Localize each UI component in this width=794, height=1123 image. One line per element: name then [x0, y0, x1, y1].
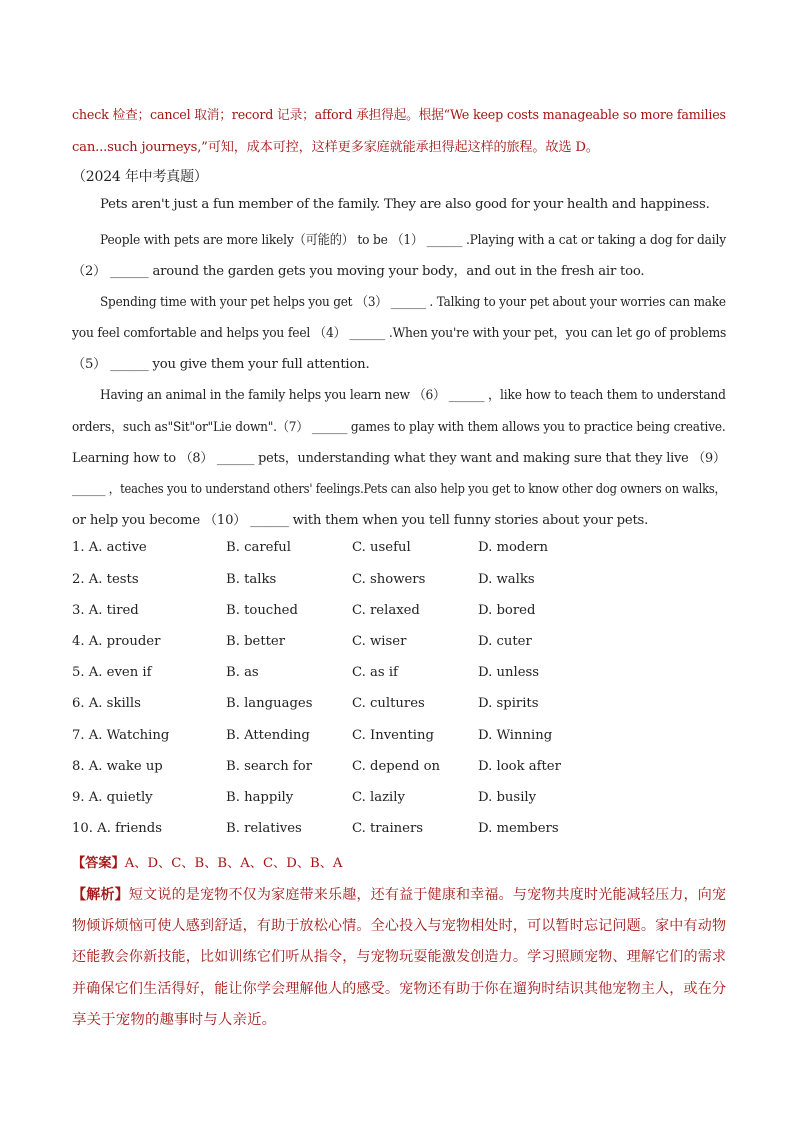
option-2-b: B. talks: [226, 572, 277, 587]
option-7-a: 7. A. Watching: [72, 728, 170, 743]
option-4-b: B. better: [226, 634, 286, 649]
option-9-a: 9. A. quietly: [72, 790, 153, 805]
option-2-d: D. walks: [478, 572, 535, 587]
option-4-a: 4. A. prouder: [72, 634, 161, 649]
option-1-b: B. careful: [226, 540, 292, 555]
source-tag: （2024 年中考真题）: [72, 169, 208, 185]
passage-line: People with pets are more likely（可能的） to be （1） ______ .Playing with a cat or taking a dog for daily: [100, 233, 726, 248]
passage-line: Learning how to （8） ______ pets，understanding what they want and making sure that they live （9）: [72, 451, 726, 466]
option-9-d: D. busily: [478, 790, 537, 805]
option-7-c: C. Inventing: [352, 728, 434, 743]
option-6-b: B. languages: [226, 696, 313, 711]
analysis-line: 物倾诉烦恼可使人感到舒适，有助于放松心情。全心投入与宠物相处时，可以暂时忘记问题。家中有动物: [72, 918, 727, 934]
answer-label: 【答案】: [72, 856, 125, 871]
option-8-a: 8. A. wake up: [72, 759, 163, 774]
option-8-c: C. depend on: [352, 759, 441, 774]
passage-line: Having an animal in the family helps you learn new （6） ______ ，like how to teach them to understand: [100, 388, 726, 403]
passage-line: （5） ______ you give them your full attention.: [72, 357, 370, 372]
analysis-line: 还能教会你新技能，比如训练它们听从指令，与宠物玩耍能激发创造力。学习照顾宠物、理解它们的需求: [72, 949, 727, 965]
option-3-c: C. relaxed: [352, 603, 420, 618]
passage-line: （2） ______ around the garden gets you moving your body，and out in the fresh air too.: [72, 264, 645, 279]
passage-line: or help you become （10） ______ with them when you tell funny stories about your pets.: [72, 513, 649, 528]
option-1-a: 1. A. active: [72, 540, 147, 555]
option-5-a: 5. A. even if: [72, 665, 152, 680]
option-4-c: C. wiser: [352, 634, 407, 649]
option-3-a: 3. A. tired: [72, 603, 139, 618]
explanation-top-line: check 检查；cancel 取消；record 记录；afford 承担得起。根据“We keep costs manageable so more families: [72, 108, 726, 123]
option-6-d: D. spirits: [478, 696, 539, 711]
option-1-d: D. modern: [478, 540, 548, 555]
option-5-c: C. as if: [352, 665, 398, 680]
passage-line: Spending time with your pet helps you get （3） ______ . Talking to your pet about your worries can make: [100, 295, 726, 310]
analysis-label: 【解析】: [72, 886, 129, 903]
analysis-line: 并确保它们生活得好，能让你学会理解他人的感受。宠物还有助于你在遛狗时结识其他宠物主人，或在分: [72, 981, 727, 997]
option-1-c: C. useful: [352, 540, 411, 555]
option-2-a: 2. A. tests: [72, 572, 139, 587]
explanation-top-line: can...such journeys,”可知，成本可控，这样更多家庭就能承担得起这样的旅程。故选 D。: [72, 140, 599, 155]
option-7-d: D. Winning: [478, 728, 553, 743]
option-6-c: C. cultures: [352, 696, 425, 711]
option-9-c: C. lazily: [352, 790, 405, 805]
option-3-b: B. touched: [226, 603, 298, 618]
analysis-line: [72, 883, 726, 904]
option-10-b: B. relatives: [226, 821, 302, 836]
answer-line: [72, 852, 342, 871]
analysis-text: 短文说的是宠物不仅为家庭带来乐趣，还有益于健康和幸福。与宠物共度时光能减轻压力，向宠: [128, 887, 727, 903]
passage-line: you feel comfortable and helps you feel （4） ______ .When you're with your pet，you can let go of problems: [72, 326, 727, 341]
option-10-c: C. trainers: [352, 821, 424, 836]
option-5-d: D. unless: [478, 665, 540, 680]
option-4-d: D. cuter: [478, 634, 532, 649]
option-8-d: D. look after: [478, 759, 561, 774]
passage-line: orders，such as"Sit"or"Lie down".（7） ______ games to play with them allows you to practice being creative.: [72, 420, 726, 435]
option-9-b: B. happily: [226, 790, 294, 805]
option-8-b: B. search for: [226, 759, 313, 774]
option-7-b: B. Attending: [226, 728, 310, 743]
option-5-b: B. as: [226, 665, 259, 680]
option-6-a: 6. A. skills: [72, 696, 141, 711]
passage-line: ______ ，teaches you to understand others' feelings.Pets can also help you get to know other dog owners on walks，: [72, 482, 726, 497]
answer-text: A、D、C、B、B、A、C、D、B、A: [124, 856, 343, 871]
analysis-line: 享关于宠物的趣事时与人亲近。: [72, 1012, 277, 1028]
passage-line: Pets aren't just a fun member of the family. They are also good for your health and happiness.: [100, 197, 710, 212]
option-2-c: C. showers: [352, 572, 426, 587]
option-10-d: D. members: [478, 821, 559, 836]
option-10-a: 10. A. friends: [72, 821, 162, 836]
option-3-d: D. bored: [478, 603, 536, 618]
